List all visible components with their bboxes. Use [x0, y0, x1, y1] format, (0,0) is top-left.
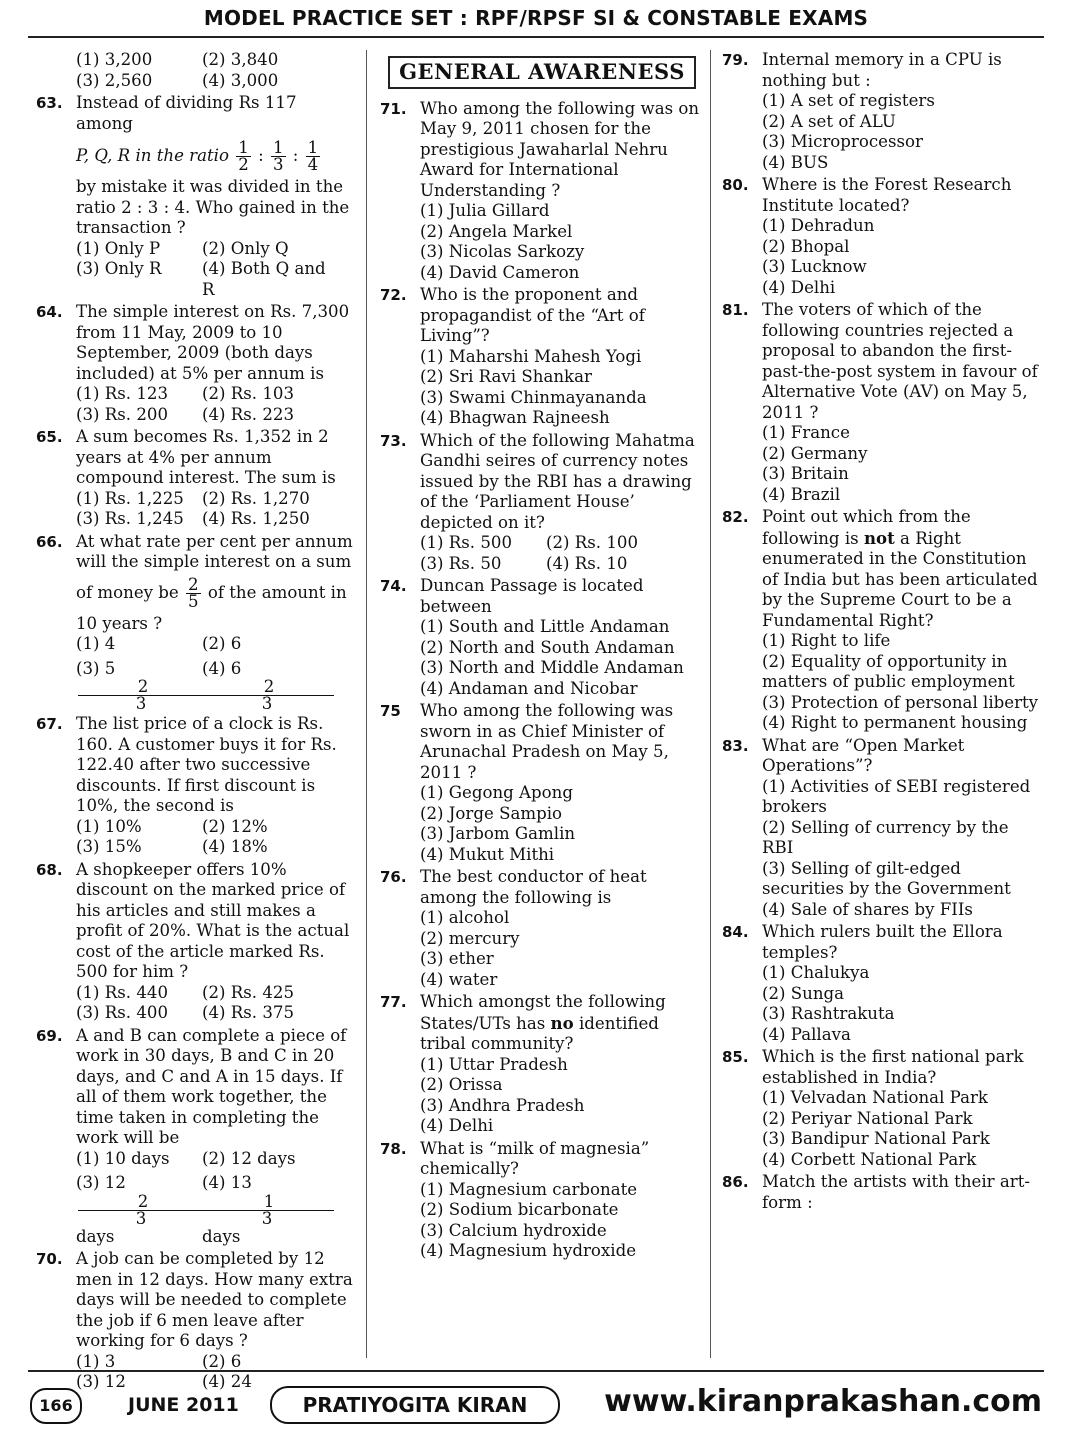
page-number: 166: [30, 1388, 82, 1424]
fraction: 1 3: [204, 1194, 330, 1227]
question-65: 65. A sum becomes Rs. 1,352 in 2 years at 4% per annum compound interest. The sum is (1) Rs. 1,225 (2) Rs. 1,270 (3) Rs. 1,245 (4) Rs. 1,250: [36, 427, 336, 528]
column-2: [380, 50, 700, 1264]
footer-rule: [28, 1370, 1044, 1372]
section-title: GENERAL AWARENESS: [388, 56, 696, 89]
page-footer: [30, 1384, 1042, 1428]
page-header: MODEL PRACTICE SET : RPF/RPSF SI & CONSTABLE EXAMS: [203, 6, 869, 30]
question-76: 76. The best conductor of heat among the following is (1) alcohol (2) mercury (3) ether (4) water: [380, 867, 647, 989]
question-83: 83. What are “Open Market Operations”? (1) Activities of SEBI registered brokers (2) Selling of currency by the RBI (3) Selling of gilt-edged securities by the Government (4) Sale of shares by FIIs: [722, 735, 1031, 919]
question-73: 73. Which of the following Mahatma Gandhi seires of currency notes issued by the RBI has a drawing of the ‘Parliament House’ depicted on it? (1) Rs. 500 (2) Rs. 100 (3) Rs. 50 (4) Rs. 10: [380, 430, 695, 573]
question-68: 68. A shopkeeper offers 10% discount on the marked price of his articles and still makes a profit of 20%. What is the actual cost of the article marked Rs. 500 for him ? (1) Rs. 440 (2) Rs. 425 (3) Rs. 400 (4) Rs. 375: [36, 859, 350, 1022]
question-63: 63. Instead of dividing Rs 117 among P, Q, R in the ratio $\frac{1}{2}$ : $\frac{1}{3}$ : $\frac{1}{4}$ by mistake it was divided in the ratio 2 : 3 : 4. Who gained in the transaction ? (1) Only P (2) Only Q (3) Only R (4) Both Q and R: [36, 93, 354, 300]
question-number: 63.: [36, 94, 63, 112]
column-1: [36, 50, 354, 1395]
question-80: 80. Where is the Forest Research Institute located? (1) Dehradun (2) Bhopal (3) Lucknow (4) Delhi: [722, 175, 1012, 297]
question-84: 84. Which rulers built the Ellora temples? (1) Chalukya (2) Sunga (3) Rashtrakuta (4) Pallava: [722, 922, 1003, 1044]
question-69: 69. A and B can complete a piece of work in 30 days, B and C in 20 days, and C and A in 15 days. If all of them work together, the time taken in completing the work will be (1) 10 days (2) 12 days (3) 12 2 3 days (4) 13 1 3 days: [36, 1025, 347, 1246]
question-text: Instead of dividing Rs 117 among: [76, 93, 297, 133]
header-rule: [28, 36, 1044, 38]
question-81: 81. The voters of which of the following countries rejected a proposal to abandon the first-past-the-post system in favour of Alternative Vote (AV) on May 5, 2011 ? (1) France (2) Germany (3) Britain (4) Brazil: [722, 300, 1038, 504]
fraction: 2 3: [78, 1194, 204, 1227]
question-85: 85. Which is the first national park established in India? (1) Velvadan National Park (2) Periyar National Park (3) Bandipur National Park (4) Corbett National Park: [722, 1047, 1024, 1169]
fraction: $\frac{1}{4}$: [307, 138, 319, 174]
question-72: 72. Who is the proponent and propagandist of the “Art of Living”? (1) Maharshi Mahesh Yogi (2) Sri Ravi Shankar (3) Swami Chinmayananda (4) Bhagwan Rajneesh: [380, 285, 647, 427]
question-86: 86. Match the artists with their art-form :: [722, 1172, 1030, 1212]
issue-date: JUNE 2011: [128, 1394, 239, 1416]
question-66: 66. At what rate per cent per annum will the simple interest on a sum of money be $\frac{2}{5}$ of the amount in 10 years ? (1) 4 (2) 6 (3) 5 2 3 (4) 6 2 3: [36, 531, 353, 713]
column-3: [722, 50, 1044, 1215]
question-74: 74. Duncan Passage is located between (1) South and Little Andaman (2) North and South Andaman (3) North and Middle Andaman (4) Andaman and Nicobar: [380, 576, 684, 698]
question-82: 82. Point out which from the following is not a Right enumerated in the Constitution of India but has been articulated by the Supreme Court to be a Fundamental Right? (1) Right to life (2) Equality of opportunity in matters of public employment (3) Protection of personal liberty (4) Right to permanent housing: [722, 507, 1039, 732]
fraction: $\frac{1}{3}$: [272, 138, 284, 174]
continued-options: (1) 3,200 (2) 3,840 (3) 2,560 (4) 3,000: [76, 50, 279, 90]
website-url: www.kiranprakashan.com: [604, 1384, 1042, 1419]
magazine-name: PRATIYOGITA KIRAN: [270, 1386, 560, 1424]
fraction: $\frac{1}{2}$: [238, 138, 249, 174]
question-67: 67. The list price of a clock is Rs. 160. A customer buys it for Rs. 122.40 after two successive discounts. If first discount is 10%, the second is (1) 10% (2) 12% (3) 15% (4) 18%: [36, 714, 337, 856]
question-77: 77. Which amongst the following States/UTs has no identified tribal community? (1) Uttar Pradesh (2) Orissa (3) Andhra Pradesh (4) Delhi: [380, 992, 666, 1135]
column-divider-1: [366, 50, 367, 1358]
question-71: 71. Who among the following was on May 9, 2011 chosen for the prestigious Jawaharlal Nehru Award for International Understanding ? (1) Julia Gillard (2) Angela Markel (3) Nicolas Sarkozy (4) David Cameron: [380, 98, 700, 282]
fraction: 2 3: [78, 679, 204, 712]
question-64: 64. The simple interest on Rs. 7,300 from 11 May, 2009 to 10 September, 2009 (both days included) at 5% per annum is (1) Rs. 123 (2) Rs. 103 (3) Rs. 200 (4) Rs. 223: [36, 302, 350, 424]
question-78: 78. What is “milk of magnesia” chemically? (1) Magnesium carbonate (2) Sodium bicarbonate (3) Calcium hydroxide (4) Magnesium hydroxide: [380, 1138, 650, 1260]
question-79: 79. Internal memory in a CPU is nothing but : (1) A set of registers (2) A set of ALU (3) Microprocessor (4) BUS: [722, 50, 1002, 172]
fraction: 2 3: [204, 679, 330, 712]
fraction: $\frac{2}{5}$: [188, 574, 199, 611]
question-70: 70. A job can be completed by 12 men in 12 days. How many extra days will be needed to complete the job if 6 men leave after working for 6 days ? (1) 3 (2) 6 (3) 12 (4) 24: [36, 1249, 353, 1391]
column-divider-2: [710, 50, 711, 1358]
question-75: 75 Who among the following was sworn in as Chief Minister of Arunachal Pradesh on May 5, 2011 ? (1) Gegong Apong (2) Jorge Sampio (3) Jarbom Gamlin (4) Mukut Mithi: [380, 701, 674, 864]
